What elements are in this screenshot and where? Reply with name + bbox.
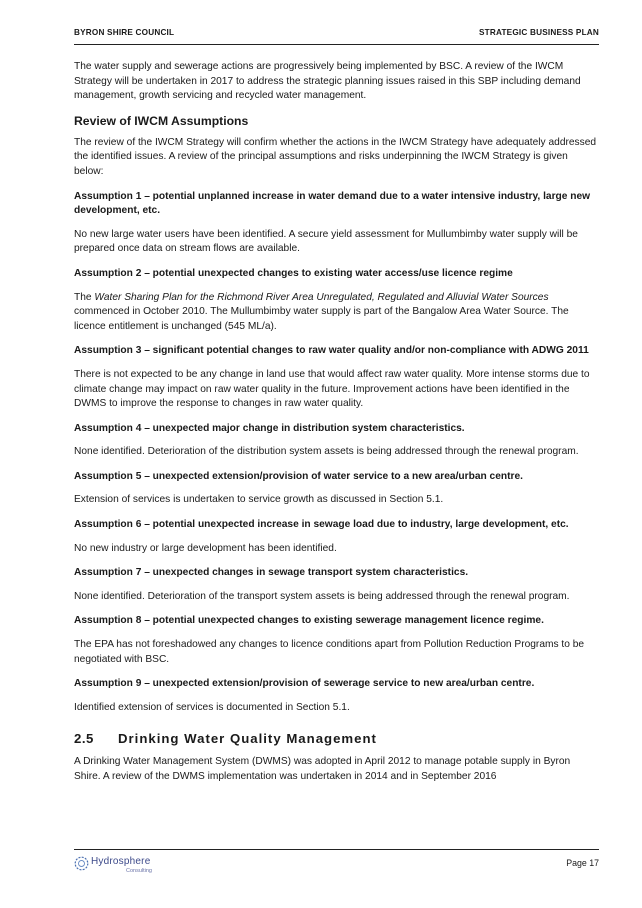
page-body	[74, 60, 598, 795]
assumption-2-text-prefix: The	[74, 291, 95, 303]
assumption-9-title: Assumption 9 – unexpected extension/provision of sewerage service to new area/urban centre.	[74, 678, 535, 690]
review-paragraph: The review of the IWCM Strategy will confirm whether the actions in the IWCM Strategy have adequately addressed the identified issues. A review of the principal assumptions and risks underpinning the IWCM Strategy is given below:	[74, 136, 597, 177]
globe-icon	[74, 856, 89, 871]
page-number: Page 17	[566, 858, 599, 868]
assumption-3-text: There is not expected to be any change in land use that would affect raw water quality. More intense storms due to climate change may impact on raw water quality in the future. Improvement actions have been identified in the DWMS to improve the response to changes in raw water quality.	[74, 368, 590, 410]
assumption-5-text: Extension of services is undertaken to service growth as discussed in Section 5.1.	[74, 494, 444, 506]
assumption-1-title: Assumption 1 – potential unplanned increase in water demand due to a water intensive industry, large new development, etc.	[74, 190, 591, 217]
page-header	[74, 28, 599, 42]
hydrosphere-logo	[74, 855, 184, 877]
intro-paragraph: The water supply and sewerage actions are progressively being implemented by BSC. A review of the IWCM Strategy will be undertaken in 2017 to address the strategic planning issues raised in this SBP including demand management, growth servicing and recycled water management.	[74, 61, 581, 102]
review-heading: Review of IWCM Assumptions	[74, 113, 249, 128]
section-heading	[74, 731, 598, 746]
section-title: Drinking Water Quality Management	[118, 731, 377, 747]
header-organisation: BYRON SHIRE COUNCIL	[74, 28, 175, 37]
assumption-8-text: The EPA has not foreshadowed any changes to licence conditions apart from Pollution Reduction Programs to be negotiated with BSC.	[74, 639, 585, 665]
assumption-7-title: Assumption 7 – unexpected changes in sewage transport system characteristics.	[74, 567, 469, 579]
assumption-2-text	[74, 291, 598, 335]
assumption-2-title: Assumption 2 – potential unexpected changes to existing water access/use licence regime	[74, 267, 513, 279]
assumption-6-text: No new industry or large development has been identified.	[74, 542, 337, 554]
assumption-3-title: Assumption 3 – significant potential changes to raw water quality and/or non-compliance with ADWG 2011	[74, 345, 589, 357]
logo-subtitle: Consulting	[126, 868, 152, 874]
assumption-8-title: Assumption 8 – potential unexpected changes to existing sewerage management licence regime.	[74, 615, 544, 627]
logo-name: Hydrosphere	[91, 856, 151, 867]
assumption-7-text: None identified. Deterioration of the transport system assets is being addressed through the renewal program.	[74, 590, 570, 602]
assumption-4-title: Assumption 4 – unexpected major change in distribution system characteristics.	[74, 422, 465, 434]
assumption-4-text: None identified. Deterioration of the distribution system assets is being addressed through the renewal program.	[74, 446, 579, 458]
section-number: 2.5	[74, 731, 94, 747]
assumption-5-title: Assumption 5 – unexpected extension/provision of water service to a new area/urban centre.	[74, 470, 523, 482]
section-paragraph: A Drinking Water Management System (DWMS) was adopted in April 2012 to manage potable supply in Byron Shire. A review of the DWMS implementation was undertaken in 2014 and in September 2016	[74, 756, 571, 782]
header-divider	[74, 44, 599, 45]
assumption-1-text: No new large water users have been identified. A secure yield assessment for Mullumbimby water supply will be prepared once data on stream flows are available.	[74, 228, 578, 255]
water-sharing-plan-title: Water Sharing Plan for the Richmond River Area Unregulated, Regulated and Alluvial Water Sources	[94, 291, 549, 303]
header-document-title: STRATEGIC BUSINESS PLAN	[479, 28, 599, 37]
assumption-2-text-suffix: commenced in October 2010. The Mullumbimby water supply is part of the Bangalow Area Water Source. The licence entitlement is unchanged (545 ML/a).	[74, 306, 569, 332]
assumption-6-title: Assumption 6 – potential unexpected increase in sewage load due to industry, large development, etc.	[74, 519, 569, 531]
footer-divider	[74, 849, 599, 850]
assumption-9-text: Identified extension of services is documented in Section 5.1.	[74, 701, 350, 713]
